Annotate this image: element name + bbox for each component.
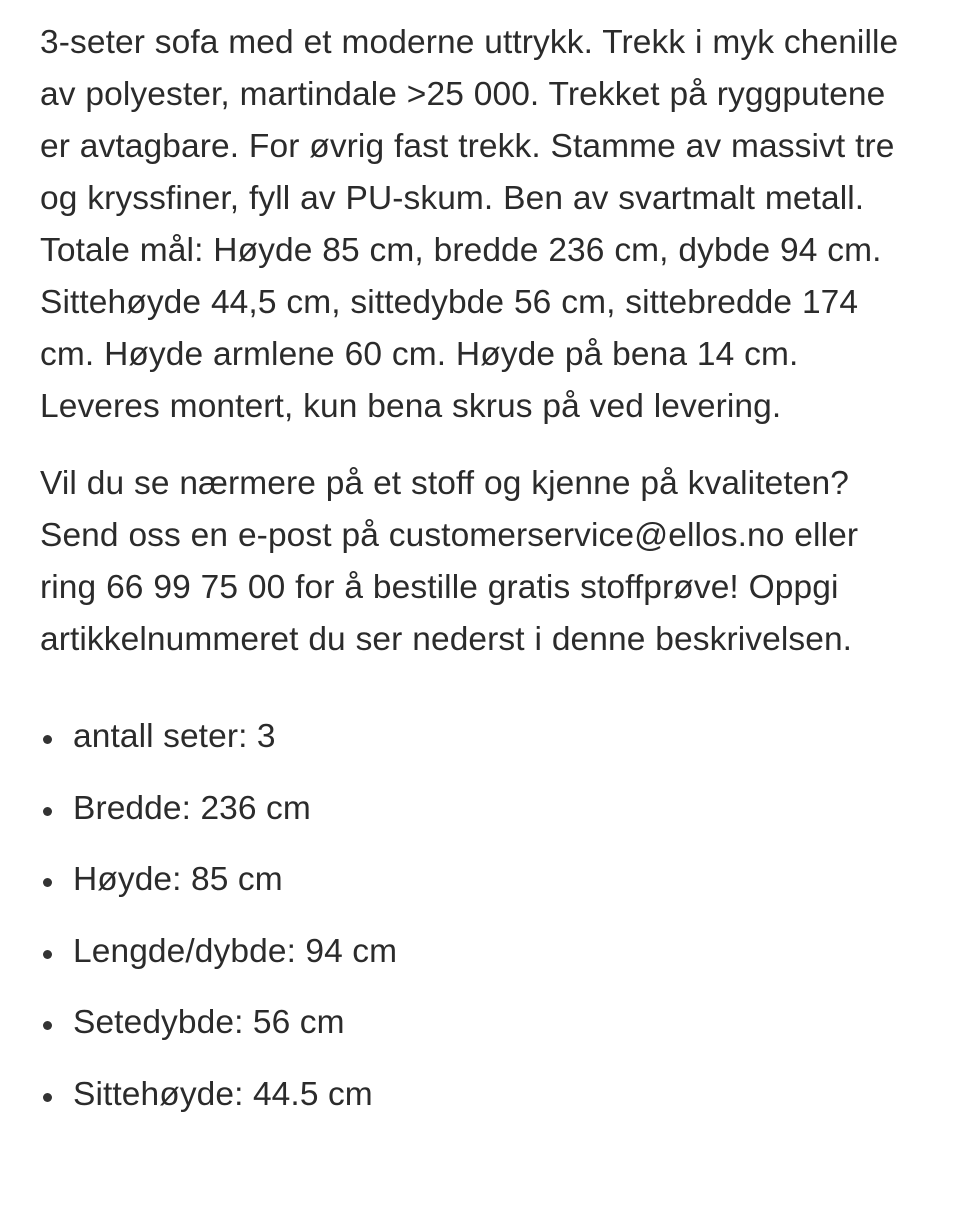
list-item (40, 788, 915, 830)
list-item (40, 1002, 915, 1044)
list-item (40, 859, 915, 901)
bullet-icon (43, 1021, 52, 1030)
description-paragraph-1: 3-seter sofa med et moderne uttrykk. Trekk i myk chenille av polyester, martindale >25 000. Trekket på ryggputene er avtagbare. For øvrig fast trekk. Stamme av massivt tre og kryssfiner, fyll av PU-skum. Ben av svartmalt metall. Totale mål: Høyde 85 cm, bredde 236 cm, dybde 94 cm. Sittehøyde 44,5 cm, sittedybde 56 cm, sittebredde 174 cm. Høyde armlene 60 cm. Høyde på bena 14 cm. Leveres montert, kun bena skrus på ved levering. (40, 24, 899, 425)
list-item (40, 716, 915, 758)
spec-antall-seter: antall seter: 3 (73, 718, 276, 755)
bullet-icon (43, 1093, 52, 1102)
spec-bredde: Bredde: 236 cm (73, 789, 311, 827)
spec-hoyde: Høyde: 85 cm (73, 861, 283, 898)
list-item (40, 1074, 915, 1116)
bullet-icon (43, 950, 52, 959)
specifications-list (40, 666, 915, 1116)
bullet-icon (43, 878, 52, 887)
description-paragraph-2: Vil du se nærmere på et stoff og kjenne på kvaliteten? Send oss en e-post på customerservice@ellos.no eller ring 66 99 75 00 for å bestille gratis stoffprøve! Oppgi artikkelnummeret du ser nederst i denne beskrivelsen. (40, 465, 859, 658)
spec-sittehoyde: Sittehøyde: 44.5 cm (73, 1075, 373, 1113)
spec-lengde-dybde: Lengde/dybde: 94 cm (73, 932, 398, 970)
bullet-icon (43, 735, 52, 744)
list-item (40, 931, 915, 973)
spec-setedybde: Setedybde: 56 cm (73, 1004, 345, 1041)
bullet-icon (43, 807, 52, 816)
